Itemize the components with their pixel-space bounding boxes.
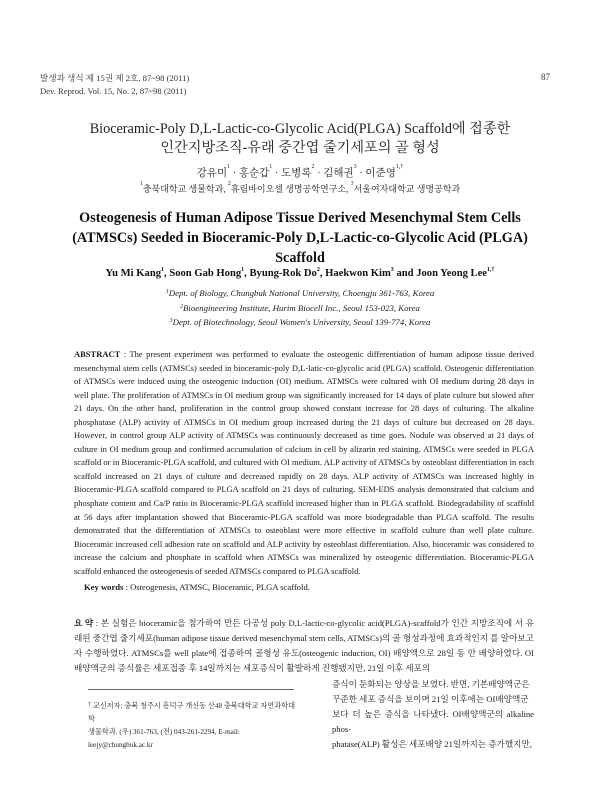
korean-summary-right-column: 증식이 둔화되는 양상을 보였다. 반면, 기본배양액군은 꾸준한 세포 증식을 보이며 21일 이후에는 OI배양액군 보다 더 높은 증식을 나타냈다. OI배양액군의 alkaline phos- phatase(ALP) 활성은 세포배양 21일까지는 증가했지만, <box>332 679 534 750</box>
abstract-text: : The present experiment was performed to evaluate the osteogenic differentiation of human adipose tissue <box>120 349 506 359</box>
affiliation: 서울여자대학교 생명공학과 <box>353 184 461 194</box>
korean-title-line: Bioceramic-Poly D,L-Lactic-co-Glycolic Acid(PLGA) Scaffold에 접종한 <box>89 121 511 137</box>
author: 홍순갑$^1$ <box>238 164 273 179</box>
author-separator: · <box>314 168 324 179</box>
author: Yu Mi Kang$^1$ <box>105 267 165 279</box>
keywords-label: Key words <box>84 582 124 592</box>
author: 강유미$^1$ <box>196 164 231 179</box>
affiliation: 충북대학교 생물학과, <box>142 184 228 194</box>
page-number: 87 <box>541 72 550 82</box>
abstract-label: ABSTRACT <box>74 349 121 359</box>
korean-affiliations: $^1$충북대학교 생물학과, $^2$휴림바이오셀 생명공학연구소, $^3$서울여자대학교 생명공학과 <box>139 181 461 194</box>
english-authors: Yu Mi Kang$^1$, Soon Gab Hong$^1$, Byung-Rok Do$^2$, Haekwon Kim$^3$ and Joon Yeong Lee$^{1,\dagger}$ <box>105 267 495 279</box>
author: 이준영$^{1,\dagger}$ <box>365 164 404 179</box>
korean-authors <box>40 165 560 180</box>
english-title-line: Scaffold <box>275 250 325 266</box>
affiliation: 휴림바이오셀 생명공학연구소, <box>230 184 351 194</box>
author-separator: · <box>272 168 282 179</box>
author: 김해권$^3$ <box>323 164 357 179</box>
summary-label: 요 약 <box>74 618 94 628</box>
abstract: ABSTRACT : The present experiment was performed to evaluate the osteogenic differentiation of human adipose tissue derived mesenchymal stem cells (ATMSCs) seeded in bioceramic-poly D,L-latic-co-glycolic acid (PLGA) scaffold. Osteogenic differentiation of ATMSCs were induced using the osteogenic induction (OI) medium. ATMSCs were cultured with OI medium during 28 days in well plate. The proliferation of ATMSCs in OI medium group was significantly increased for 14 days of plate culture but slowed after 21 days. On the other hand, proliferation in the control group showed constant increase for 28 days of culturing. The alkaline phosphatase (ALP) activity of ATMSCs in OI medium group increased during the 21 days of culture but decreased on 28 days. However, in control group ALP activity of ATMSCs was continuously decreased as time goes. Nodule was observed at 21 days of culture in OI medium group and confirmed accumulation of calcium in cell by alizarin red staining. ATMSCs were seeded in PLGA scaffold or in Bioceramic-PLGA scaffold, and cultured with OI medium. ALP activity of ATMSCs by osteoblast differentiation in each scaffold increased on 21 days of culture and decreased rapidly on 28 days. ALP activity of ATMSCs was increased highly in Bioceramic-PLGA scaffold compared to PLGA scaffold on 21 days of culturing. SEM-EDS analysis demonstrated that calcium and phosphate content and Ca/P ratio in Bioceramic-PLGA scaffold increased higher than in PLGA scaffold. Biodegradability of scaffold at 56 days after implantation showed that Bioceramic-PLGA scaffold was more biodegradable than PLGA scaffold. The results demonstrated that the differentiation of ATMSCs to osteoblast were more effective in scaffold culture than well plate culture. Bioceramic increased cell adhesion rate on scaffold and ALP activity by osteoblast differentiation. Also, bioceramic was considered to increase the calcium and phosphate in scaffold when ATMSCs was mineralized by osteogenic differentiation. Bioceramic-PLGA scaffold enhanced the osteogenesis of seeded ATMSCs compared to PLGA scaffold. <box>74 349 535 576</box>
author: Joon Yeong Lee$^{1,\dagger}$ <box>416 267 495 279</box>
author: Soon Gab Hong$^1$ <box>169 267 245 279</box>
footnote-mark: † <box>88 702 91 708</box>
journal-citation-english: Dev. Reprod. Vol. 15, No. 2, 87~98 (2011) <box>40 86 187 96</box>
affiliation: $^1$Dept. of Biology, Chungbuk National University, Choengju 361-763, Korea <box>165 288 435 298</box>
corresponding-author-footnote: † 교신저자: 충북 청주시 흥덕구 개신동 산48 충북대학교 자연과학대학 생물학과. (우) 361-763, (전) 043-261-2294, E-mail: leejy@chungbuk.ac.kr <box>88 702 296 749</box>
english-title <box>40 208 560 268</box>
author-separator: · <box>230 168 239 179</box>
korean-title-line: 인간지방조직-유래 중간엽 줄기세포의 골 형성 <box>160 140 440 156</box>
english-affiliations <box>40 286 560 330</box>
korean-title <box>40 120 560 158</box>
korean-summary: 요 약 : 본 실험은 bioceramic을 첨가하여 만든 다공성 poly D,L-lactic-co-glycolic acid(PLGA)-scaffold가 인간 지방조직에 서 유래된 중간엽 줄기세포(human adipose tissue derived mesenchymal stem cells, ATMSCs)의 골 형성과정에 효과적인지 를 알아보고자 수행하였다. ATMSCs를 well plate에 접종하여 골형성 유도(osteogenic induction, OI) 배양액으로 28일 동 안 배양하였다. OI배양액군의 증식률은 세포접종 후 14일까지는 세포증식이 활발하게 진행됐지만, 21일 이후 세포의 <box>74 618 534 674</box>
affiliation: $^2$Bioengineering Institute, Hurim Biocell Inc., Seoul 153-023, Korea <box>180 302 420 313</box>
author: Byung-Rok Do$^2$ <box>249 267 320 279</box>
keywords <box>84 582 310 592</box>
author: 도병록$^2$ <box>281 164 315 179</box>
english-title-line: (ATMSCs) Seeded in Bioceramic-Poly D,L-Lactic-co-Glycolic Acid (PLGA) <box>72 230 528 246</box>
journal-header <box>40 72 189 98</box>
keywords-text: : Osteogenesis, ATMSC, Bioceramic, PLGA scaffold. <box>123 582 310 592</box>
author: Haekwon Kim$^3$ <box>325 267 394 279</box>
footnote-divider <box>88 689 294 690</box>
journal-citation-korean: 발생과 생식 제 15권 제 2호, 87~98 (2011) <box>40 73 190 83</box>
english-title-line: Osteogenesis of Human Adipose Tissue Derived Mesenchymal Stem Cells <box>79 210 521 226</box>
author-separator: · <box>356 168 366 179</box>
affiliation: $^3$Dept. of Biotechnology, Seoul Women's University, Seoul 139-774, Korea <box>169 317 431 327</box>
